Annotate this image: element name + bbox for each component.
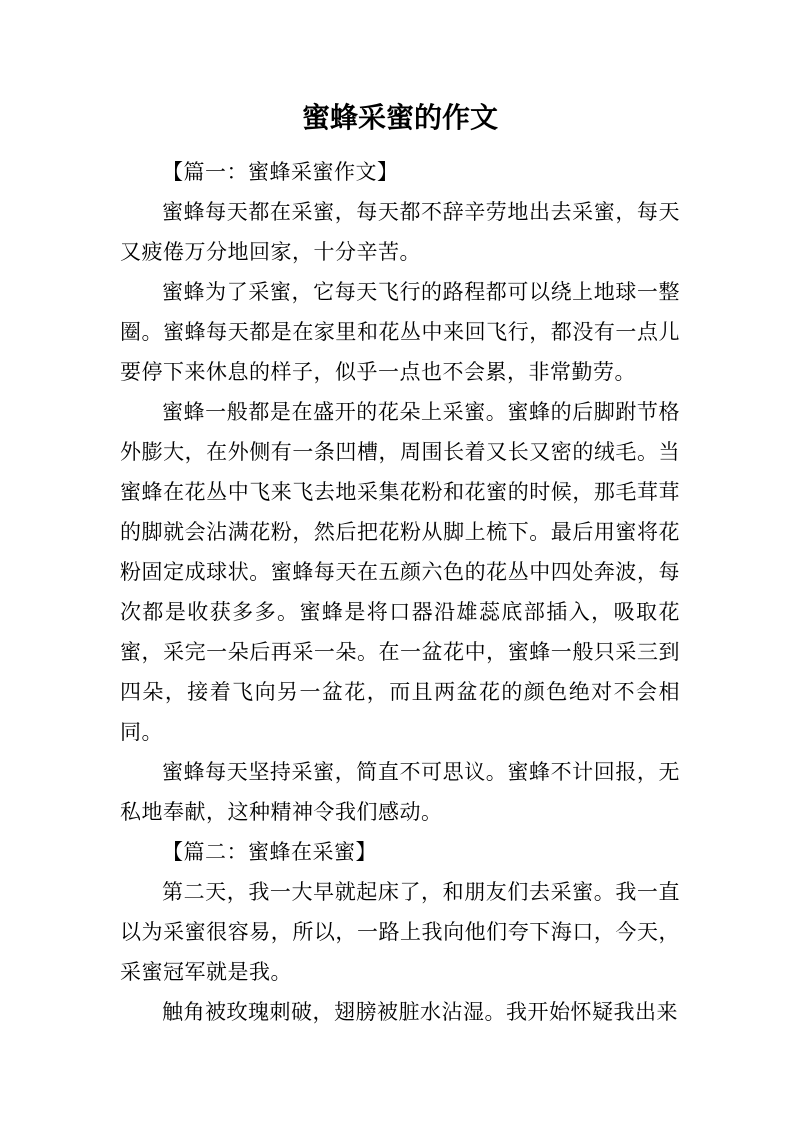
paragraph: 蜜蜂为了采蜜，它每天飞行的路程都可以绕上地球一整圈。蜜蜂每天都是在家里和花丛中来回飞行，都没有一点儿要停下来休息的样子，似乎一点也不会累，非常勤劳。 xyxy=(120,280,680,384)
document-body xyxy=(120,152,680,1032)
paragraph: 蜜蜂每天都在采蜜，每天都不辞辛劳地出去采蜜，每天又疲倦万分地回家，十分辛苦。 xyxy=(120,200,680,264)
document-title: 蜜蜂采蜜的作文 xyxy=(301,101,498,134)
paragraph: 蜜蜂每天坚持采蜜，简直不可思议。蜜蜂不计回报，无私地奉献，这种精神令我们感动。 xyxy=(120,760,680,824)
paragraph: 第二天，我一大早就起床了，和朋友们去采蜜。我一直以为采蜜很容易，所以，一路上我向他们夸下海口，今天，采蜜冠军就是我。 xyxy=(120,880,680,984)
paragraph: 触角被玫瑰刺破，翅膀被脏水沾湿。我开始怀疑我出来 xyxy=(162,1000,678,1024)
section-heading-1: 【篇一：蜜蜂采蜜作文】 xyxy=(162,160,399,184)
paragraph: 蜜蜂一般都是在盛开的花朵上采蜜。蜜蜂的后脚跗节格外膨大，在外侧有一条凹槽，周围长着又长又密的绒毛。当蜜蜂在花丛中飞来飞去地采集花粉和花蜜的时候，那毛茸茸的脚就会沾满花粉，然后把花粉从脚上梳下。最后用蜜将花粉固定成球状。蜜蜂每天在五颜六色的花丛中四处奔波，每次都是收获多多。蜜蜂是将口器沿雄蕊底部插入，吸取花蜜，采完一朵后再采一朵。在一盆花中，蜜蜂一般只采三到四朵，接着飞向另一盆花，而且两盆花的颜色绝对不会相同。 xyxy=(120,400,680,744)
section-heading-2: 【篇二：蜜蜂在采蜜】 xyxy=(162,840,377,864)
